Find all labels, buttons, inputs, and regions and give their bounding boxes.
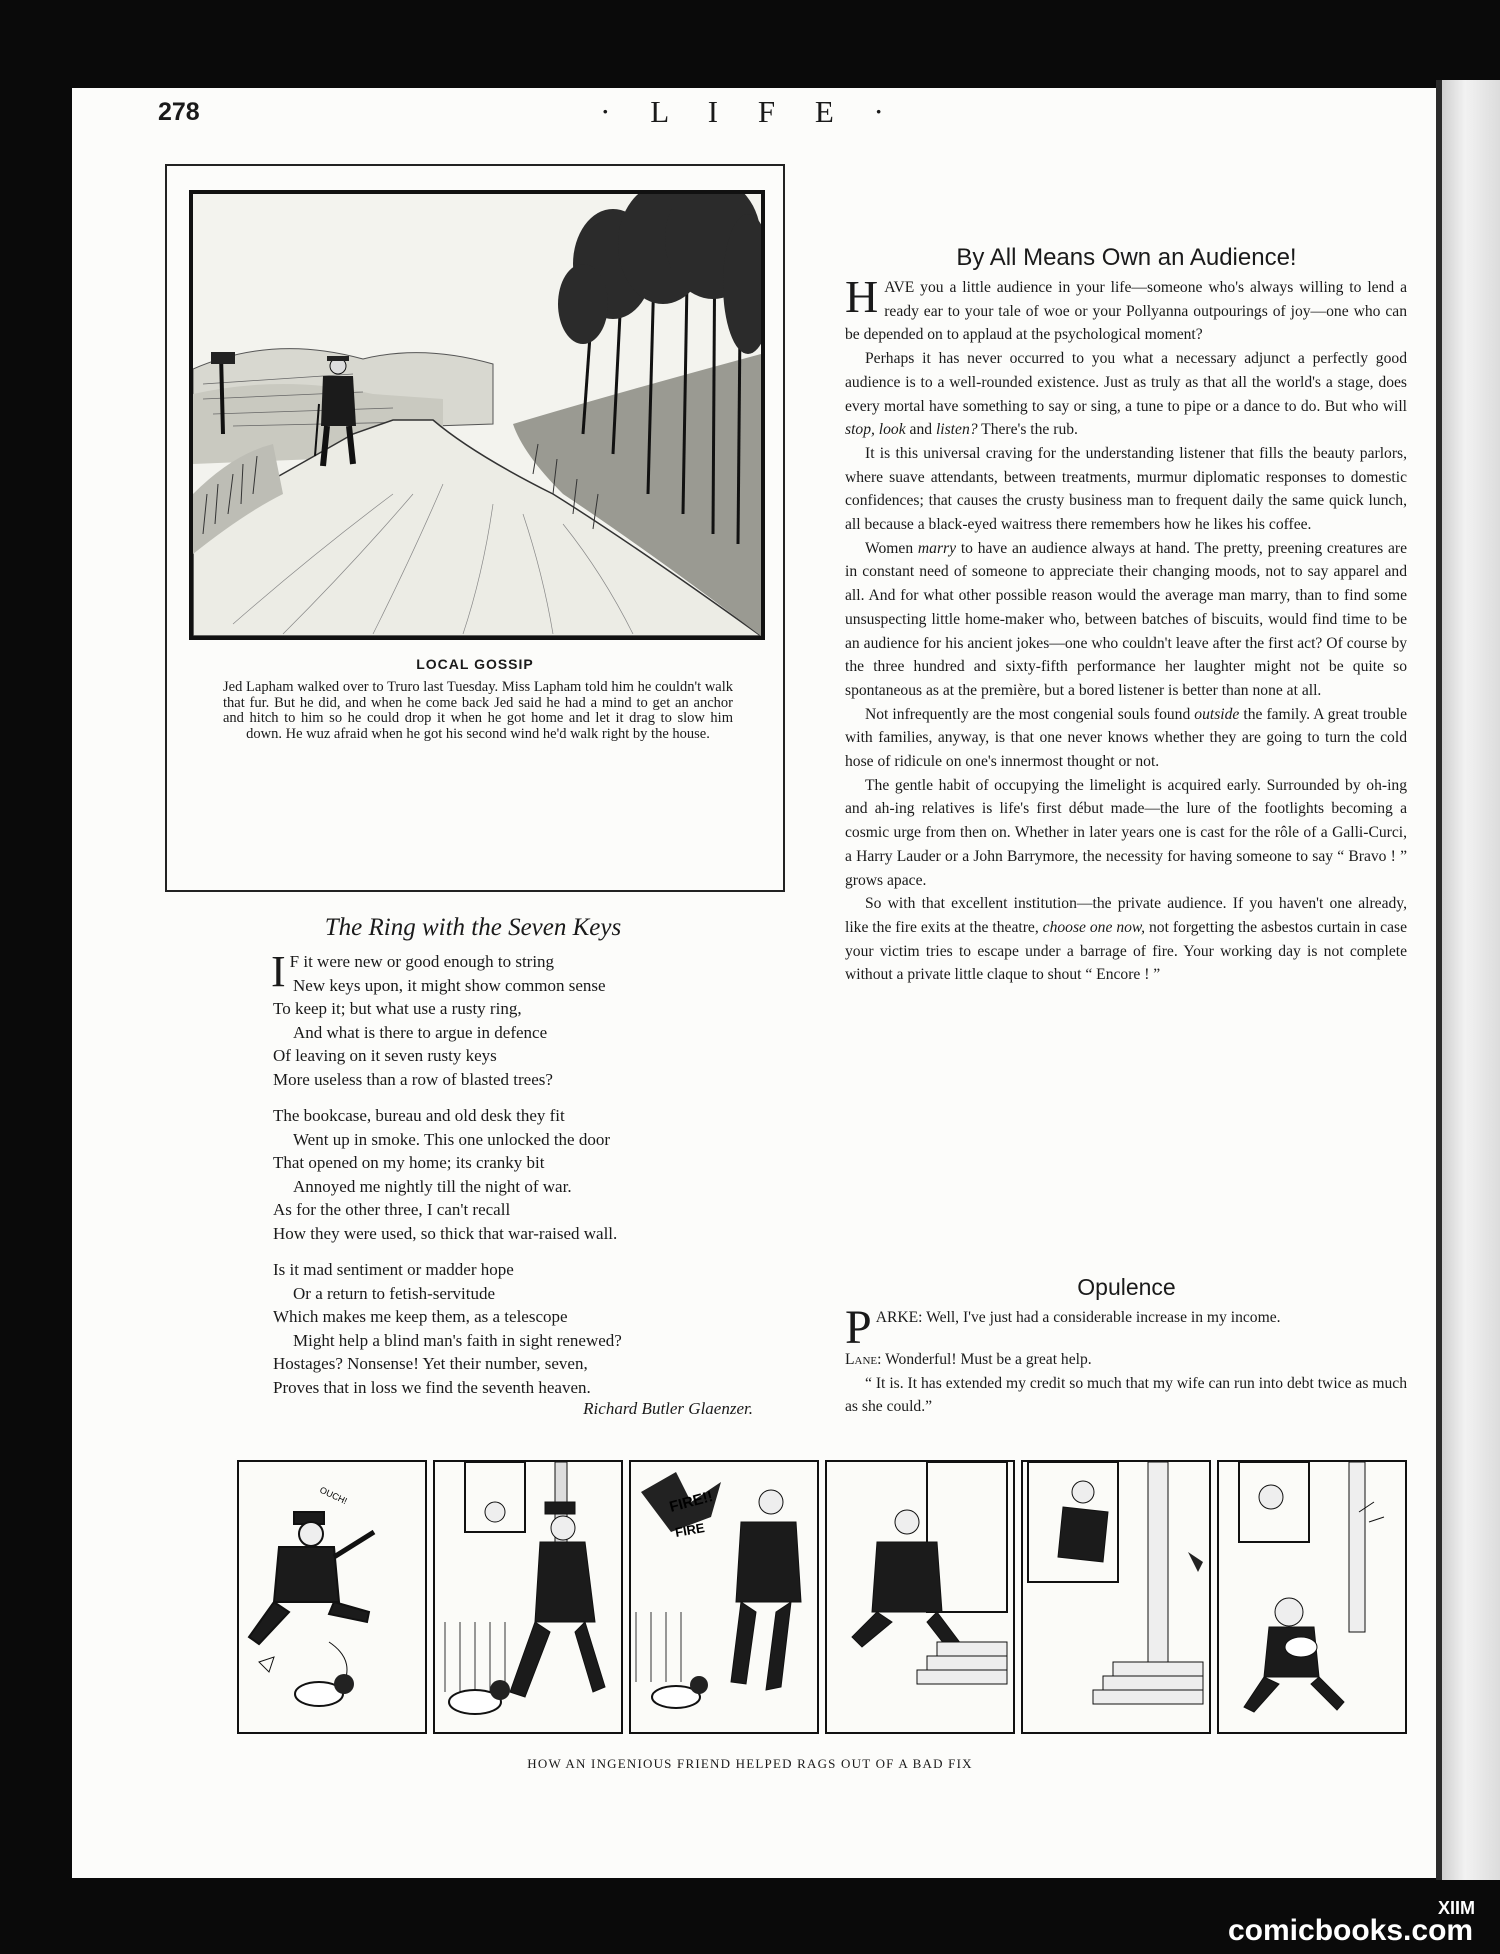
poem-line: And what is there to argue in defence bbox=[293, 1022, 548, 1042]
poem-line: To keep it; but what use a rusty ring, bbox=[273, 999, 522, 1018]
comic-strip bbox=[237, 1460, 1405, 1734]
article-italic: listen? bbox=[935, 421, 978, 439]
road-illustration bbox=[189, 190, 765, 640]
article-italic: choose one now, bbox=[1042, 918, 1146, 936]
comic-panel-1 bbox=[237, 1460, 427, 1734]
corner-mark: XIIM bbox=[1438, 1898, 1476, 1918]
poem-line: Of leaving on it seven rusty keys bbox=[273, 1046, 497, 1065]
fire-sign: FIRE!! bbox=[667, 1488, 715, 1516]
article-paragraph: It is this universal craving for the understanding listener that fills the beauty parlors, where suave attendants, between treatments, murmur diplomatic responses to domestic confidences; that causes the crusty business man to frequent daily the same quick lunch, all because a black-eyed waitress there remembers how he likes his coffee. bbox=[845, 444, 1407, 534]
poem-line: Which makes me keep them, as a telescope bbox=[273, 1307, 568, 1326]
opulence-dropcap: P bbox=[845, 1301, 872, 1354]
road-landscape-image bbox=[193, 194, 761, 636]
page-number: 278 bbox=[158, 98, 200, 126]
poem-line: Might help a blind man's faith in sight renewed? bbox=[293, 1330, 622, 1350]
opulence-text: Well, I've just had a considerable increase in my income. bbox=[922, 1309, 1281, 1326]
poem-line: That opened on my home; its cranky bit bbox=[273, 1153, 545, 1172]
illustration-caption: Jed Lapham walked over to Truro last Tuesday. Miss Lapham told him he couldn't walk that fur. But he did, and when he come back Jed said he had a mind to get an anchor and hitch to him so he could drop it when he got home and let it drag to slow him down. He wuz afraid when he got his second wind he'd walk right by the house. bbox=[223, 679, 733, 742]
poem-line: As for the other three, I can't recall bbox=[273, 1200, 511, 1219]
article-dropcap: H bbox=[845, 271, 879, 322]
article-text: Women bbox=[865, 539, 918, 557]
article-paragraph bbox=[845, 537, 1407, 703]
speaker-name: ARKE: bbox=[875, 1309, 923, 1326]
poem-line: Proves that in loss we find the seventh heaven. bbox=[273, 1377, 591, 1397]
article-text: not forgetting the asbestos curtain in case your victim tries to escape under a barrage of fire. Your working day is not complete without a private little claque to shout “ Encore ! ” bbox=[845, 918, 1407, 984]
poem-author: Richard Butler Glaenzer. bbox=[583, 1399, 753, 1418]
opulence-line: “ It is. It has extended my credit so much that my wife can run into debt twice as much as she could.” bbox=[845, 1374, 1407, 1416]
poem-stanza-3 bbox=[273, 1258, 753, 1421]
dog-figure bbox=[1285, 1637, 1317, 1657]
article-paragraph: The gentle habit of occupying the limelight is acquired early. Surrounded by oh-ing and ah-ing relatives is life's first début made—the lure of the footlights becoming a cosmic urge from then on. Whether in later years one is cast for the rôle of a Galli-Curci, a Harry Lauder or a John Barrymore, the necessity for having someone to say “ Bravo ! ” grows apace. bbox=[845, 776, 1407, 889]
article-paragraph bbox=[845, 892, 1407, 987]
dog-figure bbox=[449, 1680, 510, 1714]
article-paragraph bbox=[845, 347, 1407, 442]
opulence-line bbox=[845, 1348, 1407, 1372]
poem-line: Is it mad sentiment or madder hope bbox=[273, 1260, 514, 1279]
article-text: So with that excellent institution—the private audience. If you haven't one already, like the fire exits at the theatre, bbox=[845, 895, 1407, 936]
opulence-title: Opulence bbox=[1077, 1274, 1176, 1300]
opulence-line bbox=[845, 1301, 1407, 1354]
poem-line: How they were used, so thick that war-raised wall. bbox=[273, 1223, 618, 1243]
comic-panel-2 bbox=[433, 1460, 623, 1734]
next-page-edge bbox=[1442, 80, 1500, 1880]
article-text: AVE you a little audience in your life—someone who's always willing to lend a ready ear to your tale of woe or your Pollyanna outpourings of joy—one who can be depended on to applaud at the psychological moment? bbox=[845, 279, 1407, 344]
article-italic: marry bbox=[917, 539, 957, 557]
article-text: to have an audience always at hand. The pretty, preening creatures are in constant need of someone to appreciate their changing moods, not to say apparel and all. And for what other possible reason would the average man marry, than to find some unsuspecting little home-maker who, between batches of biscuits, would find time to be an audience for his ancient jokes—one who couldn't leave after the first act? Of course by the three hundred and sixty-fifth performance her laughter might not be quite so spontaneous as at the première, but a bored listener is better than none at all. bbox=[845, 539, 1407, 699]
opulence-text: Wonderful! Must be a great help. bbox=[881, 1351, 1092, 1368]
article-italic: stop, look bbox=[845, 421, 906, 439]
fire-sign-2: FIRE bbox=[673, 1520, 706, 1540]
article-text: Perhaps it has never occurred to you what a necessary adjunct a perfectly good audience is to a well-rounded existence. Just as truly as that all the world's a stage, does every mortal have something to say or sing, a tune to pipe or a dance to do. But who will bbox=[845, 350, 1407, 415]
poem-line: F it were new or good enough to string bbox=[289, 952, 555, 971]
strip-caption: HOW AN INGENIOUS FRIEND HELPED RAGS OUT OF A BAD FIX bbox=[527, 1756, 973, 1771]
speaker-name: Lane: bbox=[845, 1351, 882, 1368]
poem-line: More useless than a row of blasted trees? bbox=[273, 1069, 553, 1089]
poem-title: The Ring with the Seven Keys bbox=[324, 914, 622, 941]
site-watermark: comicbooks.com bbox=[1228, 1914, 1474, 1947]
poem-body bbox=[271, 947, 753, 1434]
comic-panel-6 bbox=[1217, 1460, 1407, 1734]
poem-line: Annoyed me nightly till the night of war. bbox=[293, 1176, 572, 1196]
masthead: · L I F E · bbox=[600, 94, 900, 129]
comic-panel-3 bbox=[629, 1460, 819, 1734]
poem-line: Or a return to fetish-servitude bbox=[293, 1283, 496, 1303]
article-title: By All Means Own an Audience! bbox=[956, 244, 1297, 271]
poem-dropcap: I bbox=[271, 947, 286, 996]
poem-stanza-1 bbox=[271, 947, 753, 1091]
article-text: Not infrequently are the most congenial souls found bbox=[865, 705, 1195, 723]
poem-line: New keys upon, it might show common sense bbox=[293, 975, 606, 995]
article-text: and bbox=[905, 421, 936, 439]
poem-stanza-2 bbox=[273, 1104, 753, 1245]
dog-figure bbox=[295, 1674, 354, 1706]
exclaim-text: OUCH! bbox=[318, 1484, 349, 1507]
poem-line: Hostages? Nonsense! Yet their number, seven, bbox=[273, 1354, 588, 1373]
illustration-title: LOCAL GOSSIP bbox=[416, 656, 534, 672]
dog-figure bbox=[652, 1676, 708, 1708]
article-text: the family. A great trouble with families, anyway, is that one never knows whether they are going to turn the cold hose of ridicule on one's innermost thought or not. bbox=[845, 705, 1407, 771]
poem-line: The bookcase, bureau and old desk they fit bbox=[273, 1106, 565, 1125]
opulence-body bbox=[845, 1301, 1407, 1419]
article-paragraph bbox=[845, 703, 1407, 774]
article-paragraph bbox=[845, 271, 1407, 347]
local-gossip-box bbox=[165, 164, 785, 892]
article-body bbox=[845, 271, 1407, 987]
comic-panel-4 bbox=[825, 1460, 1015, 1734]
article-text: There's the rub. bbox=[977, 421, 1078, 439]
poem-line: Went up in smoke. This one unlocked the door bbox=[293, 1129, 611, 1149]
article-italic: outside bbox=[1194, 705, 1240, 723]
comic-panel-5 bbox=[1021, 1460, 1211, 1734]
